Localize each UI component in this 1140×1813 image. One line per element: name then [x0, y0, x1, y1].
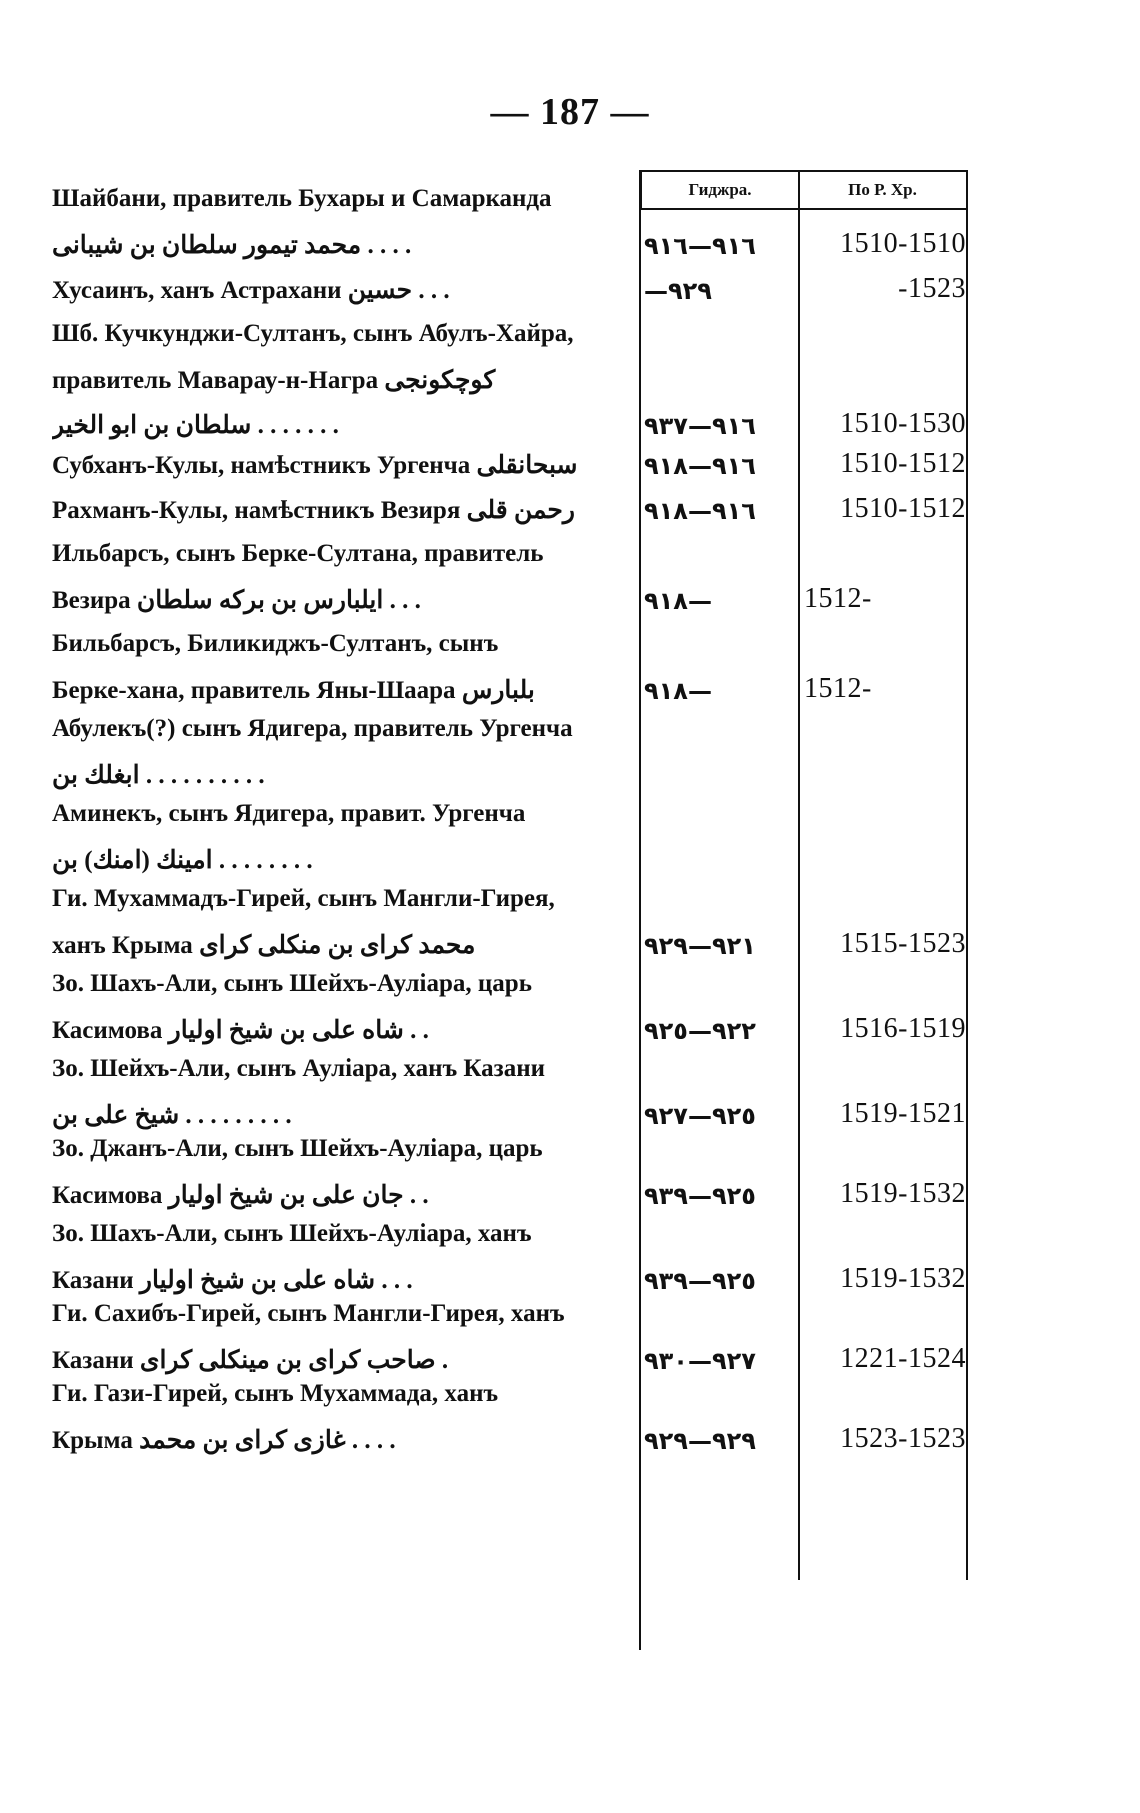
entry-line: Ильбарсъ, сынъ Берке-Султана, правитель — [52, 540, 544, 567]
entry-line: ханъ Крыма محمد کرای بن منکلی کرای — [52, 932, 476, 959]
entry-line: Рахманъ-Кулы, намѣстникъ Везиря رحمن قلی — [52, 497, 575, 524]
entry-line: Ги. Гази-Гирей, сынъ Мухаммада, ханъ — [52, 1380, 499, 1407]
entry-line: Шб. Кучкунджи-Султанъ, сынъ Абулъ-Хайра, — [52, 320, 574, 347]
entry-line: Берке-хана, правитель Яны-Шаара بلبارس — [52, 677, 535, 704]
entry-line: Касимова جان علی بن شیخ اولیار . . — [52, 1182, 429, 1209]
ad-dates: -1523 — [898, 273, 966, 304]
column-divider — [639, 170, 641, 1650]
hijra-dates: ٩١٦—٩١٦ — [644, 232, 756, 260]
hijra-dates: ٩١٨— — [644, 587, 712, 615]
entry-line: Шайбани, правитель Бухары и Самарканда — [52, 185, 552, 212]
ad-dates: 1510-1510 — [840, 228, 966, 259]
ad-dates: 1512- — [804, 673, 872, 704]
hijra-dates: ٩٢٩—٩٢٩ — [644, 1427, 756, 1455]
column-divider — [798, 170, 800, 1580]
entry-line: محمد تیمور سلطان بن شیبانی . . . . — [52, 232, 412, 259]
entry-line: Бильбарсъ, Биликиджъ-Султанъ, сынъ — [52, 630, 499, 657]
ad-dates: 1523-1523 — [840, 1423, 966, 1454]
ad-dates: 1510-1530 — [840, 408, 966, 439]
entry-line: Везира ایلبارس بن برکه سلطان . . . — [52, 587, 421, 614]
header-hijra: Гиджра. — [640, 170, 799, 210]
ad-dates: 1515-1523 — [840, 928, 966, 959]
entry-line: Субханъ-Кулы, намѣстникъ Ургенча سبحانقلی — [52, 452, 578, 479]
header-ad: По Р. Хр. — [798, 170, 968, 210]
ad-dates: 1516-1519 — [840, 1013, 966, 1044]
entry-line: Зо. Шахъ-Али, сынъ Шейхъ-Ауліара, ханъ — [52, 1220, 532, 1247]
ad-dates: 1510-1512 — [840, 493, 966, 524]
ad-dates: 1512- — [804, 583, 872, 614]
ad-dates: 1519-1521 — [840, 1098, 966, 1129]
entry-line: Казани شاه علی بن شیخ اولیار . . . — [52, 1267, 413, 1294]
entry-line: Хусаинъ, ханъ Астрахани حسین . . . — [52, 277, 450, 304]
ad-dates: 1221-1524 — [840, 1343, 966, 1374]
entry-line: ابغلك بن . . . . . . . . . . — [52, 762, 265, 789]
hijra-dates: ٩٢٥—٩٣٩ — [644, 1182, 756, 1210]
entry-line: شیخ علی بن . . . . . . . . . — [52, 1102, 292, 1129]
entry-line: Абулекъ(?) сынъ Ядигера, правитель Ургенча — [52, 715, 573, 742]
hijra-dates: ٩٢١—٩٢٩ — [644, 932, 756, 960]
page-number: — 187 — — [490, 91, 650, 133]
entry-line: Крыма غازی کرای بن محمد . . . . — [52, 1427, 396, 1454]
column-divider — [966, 170, 968, 1580]
ad-dates: 1519-1532 — [840, 1263, 966, 1294]
chronology-table — [52, 170, 972, 1650]
entry-line: Ги. Мухаммадъ-Гирей, сынъ Мангли-Гирея, — [52, 885, 555, 912]
entry-line: Аминекъ, сынъ Ядигера, правит. Ургенча — [52, 800, 526, 827]
hijra-dates: ٩١٦—٩٣٧ — [644, 412, 756, 440]
hijra-dates: —٩٢٩ — [644, 277, 712, 305]
entry-line: Касимова شاه علی بن شیخ اولیار . . — [52, 1017, 429, 1044]
hijra-dates: ٩١٨— — [644, 677, 712, 705]
entry-line: سلطان بن ابو الخیر . . . . . . . — [52, 412, 339, 439]
hijra-dates: ٩٢٧—٩٣٠ — [644, 1347, 756, 1375]
entry-line: Ги. Сахибъ-Гирей, сынъ Мангли-Гирея, ханъ — [52, 1300, 565, 1327]
ad-dates: 1519-1532 — [840, 1178, 966, 1209]
entry-line: Казани صاحب کرای بن مینکلی کرای . — [52, 1347, 449, 1374]
hijra-dates: ٩٢٥—٩٣٩ — [644, 1267, 756, 1295]
entry-line: правитель Маварау-н-Награ کوچکونجی — [52, 367, 496, 394]
ad-dates: 1510-1512 — [840, 448, 966, 479]
hijra-dates: ٩١٦—٩١٨ — [644, 452, 756, 480]
hijra-dates: ٩٢٥—٩٢٧ — [644, 1102, 756, 1130]
entry-line: Зо. Шейхъ-Али, сынъ Ауліара, ханъ Казани — [52, 1055, 546, 1082]
entry-line: امینك (امنك) بن . . . . . . . . — [52, 847, 313, 874]
entry-line: Зо. Джанъ-Али, сынъ Шейхъ-Ауліара, царь — [52, 1135, 543, 1162]
entry-line: Зо. Шахъ-Али, сынъ Шейхъ-Ауліара, царь — [52, 970, 532, 997]
hijra-dates: ٩٢٢—٩٢٥ — [644, 1017, 756, 1045]
hijra-dates: ٩١٦—٩١٨ — [644, 497, 756, 525]
